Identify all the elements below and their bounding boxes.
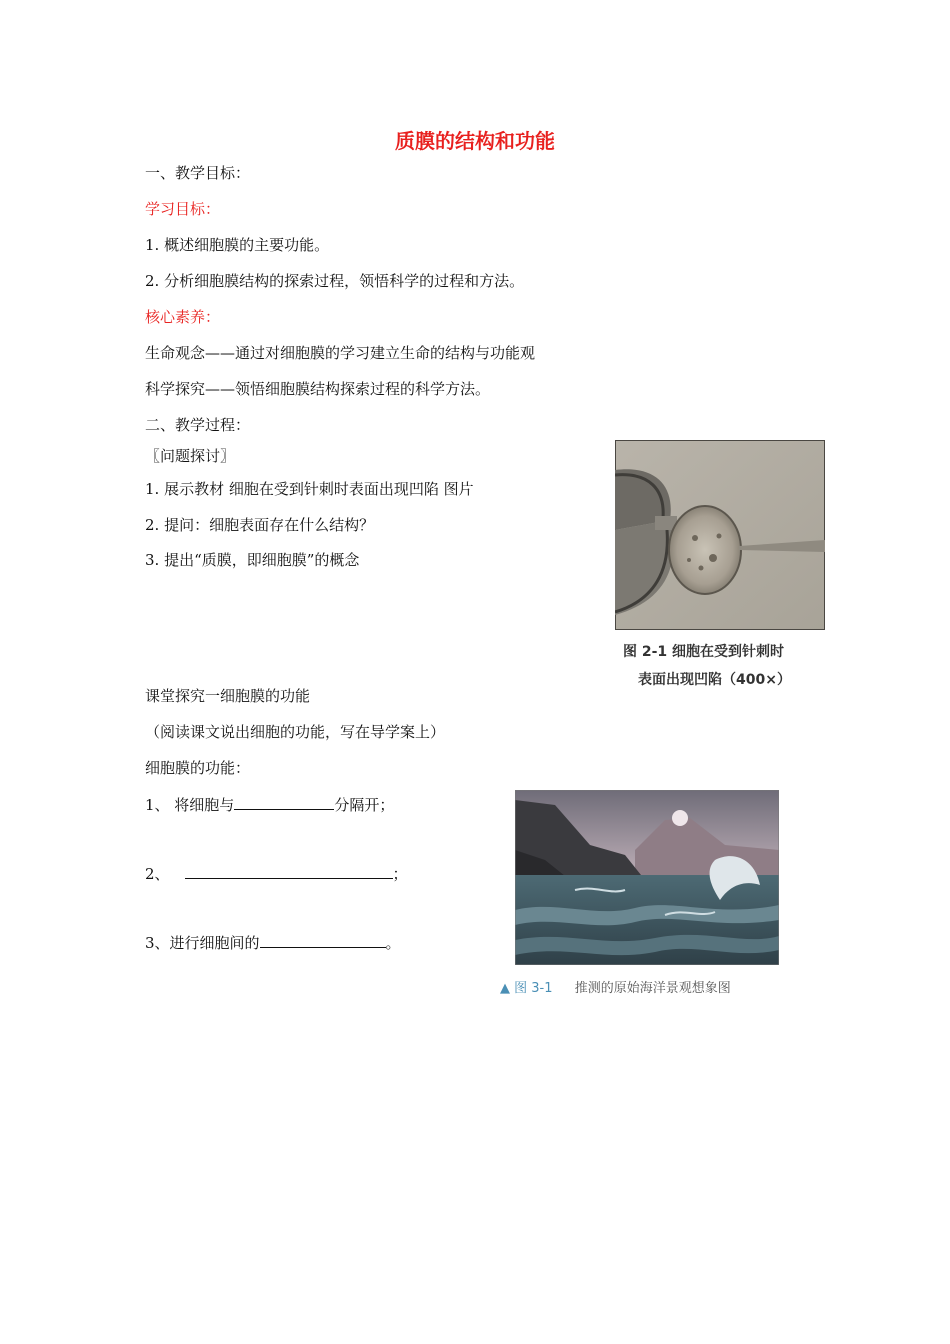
explore-heading: 课堂探究一细胞膜的功能	[145, 687, 311, 705]
triangle-marker-icon: ▲	[500, 981, 510, 996]
section-heading-process: 二、教学过程：	[145, 416, 251, 434]
figure1-caption-line2: 表面出现凹陷（400×）	[638, 672, 791, 688]
goal-item-2: 2. 分析细胞膜结构的探索过程，领悟科学的过程和方法。	[145, 272, 525, 290]
fill-blank-3[interactable]	[260, 932, 386, 948]
functions-heading: 细胞膜的功能：	[145, 759, 251, 777]
figure1-caption-line1: 图 2-1 细胞在受到针刺时	[623, 644, 785, 660]
goal-item-1: 1. 概述细胞膜的主要功能。	[145, 236, 330, 254]
core-item-1: 生命观念——通过对细胞膜的学习建立生命的结构与功能观	[145, 344, 536, 362]
function-item-3: 3、进行细胞间的 。	[145, 934, 401, 952]
cell-micrograph-image	[615, 440, 825, 630]
problem-heading: 〖问题探讨〗	[145, 447, 236, 465]
explore-note: （阅读课文说出细胞的功能，写在导学案上）	[145, 723, 446, 741]
learning-goals-heading: 学习目标：	[145, 200, 221, 218]
page-title: 质膜的结构和功能	[395, 129, 555, 153]
step-item-3: 3. 提出“质膜，即细胞膜”的概念	[145, 551, 360, 569]
fill-blank-2[interactable]	[185, 863, 393, 879]
function-item-2: 2、 ；	[145, 865, 408, 883]
ocean-landscape-image	[515, 790, 779, 965]
section-heading-goals: 一、教学目标：	[145, 164, 251, 182]
function-item-1: 1、 将细胞与 分隔开；	[145, 796, 395, 814]
core-item-2: 科学探究——领悟细胞膜结构探索过程的科学方法。	[145, 380, 491, 398]
fill-blank-1[interactable]	[234, 794, 334, 810]
step-item-2: 2. 提问：细胞表面存在什么结构？	[145, 516, 375, 534]
core-literacy-heading: 核心素养：	[145, 308, 221, 326]
step-item-1: 1. 展示教材 细胞在受到针刺时表面出现凹陷 图片	[145, 480, 474, 498]
figure2-caption: ▲ 图 3-1 推测的原始海洋景观想象图	[500, 981, 731, 996]
